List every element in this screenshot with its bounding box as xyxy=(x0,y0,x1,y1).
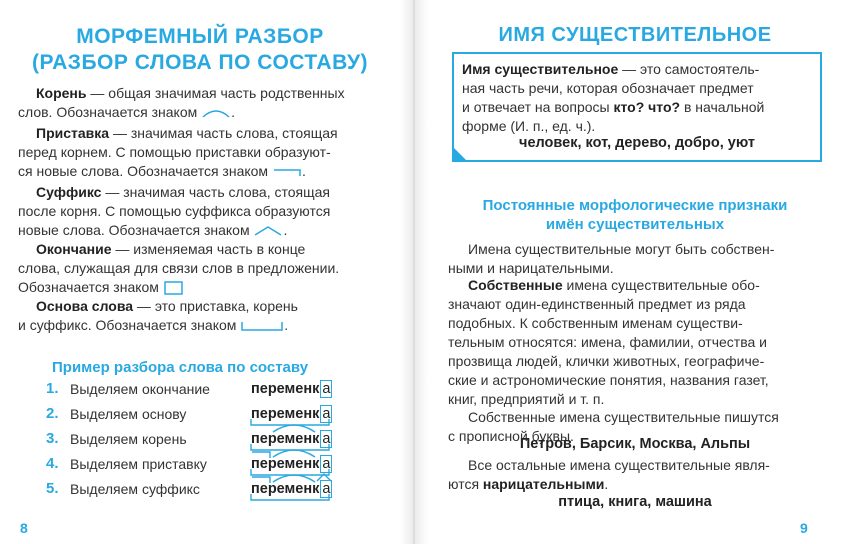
term-root: Корень — общая значимая часть родственных слов. Обозначается знаком . xyxy=(18,85,345,120)
paragraph-1: Имена существительные могут быть собствен- ными и нарицательными. xyxy=(448,241,775,276)
corner-fold-icon xyxy=(452,146,468,162)
definition-examples: человек, кот, дерево, добро, уют xyxy=(519,135,755,151)
root-mark-icon xyxy=(271,447,317,459)
prefix-mark-icon xyxy=(272,166,302,178)
paragraph-proper: Собственные имена существительные обо- значают один-единственный предмет из ряда подобных. К собственным именам существи- тельным относятся: имена, фамилии, отчества и прозвища людей, клички животных, географиче- ские и астрономические понятия, названия газет, книг, предприятий и т. п. xyxy=(448,277,769,407)
term-ending: Окончание — изменяемая часть в конце слова, служащая для связи слов в предложении. Обозначается знаком xyxy=(18,241,340,295)
prefix-mark-icon xyxy=(250,474,272,484)
paragraph-common: Все остальные имена существительные явля- ются нарицательными. xyxy=(448,457,770,492)
step-1: 1. Выделяем окончание переменк а xyxy=(46,378,386,400)
root-mark-icon xyxy=(271,422,317,434)
features-title-line2: имён существительных xyxy=(545,216,725,233)
word-example: переменк а xyxy=(251,456,331,472)
left-title-line1: МОРФЕМНЫЙ РАЗБОР xyxy=(76,25,324,48)
definition-box: Имя существительное — это самостоятель- ная часть речи, которая обозначает предмет и отвечает на вопросы кто? что? в начальной форме (И. п., ед. ч.). человек, кот, дерево, добро, уют xyxy=(452,52,822,162)
page-number-right: 9 xyxy=(800,520,808,536)
book-fold xyxy=(400,0,428,544)
step-5: 5. Выделяем суффикс переменк а xyxy=(46,478,386,500)
right-page xyxy=(428,0,842,544)
examples-common: птица, книга, машина xyxy=(558,494,712,510)
left-title-line2: (РАЗБОР СЛОВА ПО СОСТАВУ) xyxy=(31,51,369,74)
term-suffix: Суффикс — значимая часть слова, стоящая после корня. С помощью суффикса образуются новые слова. Обозначается знаком . xyxy=(18,184,331,238)
step-4: 4. Выделяем приставку переменк а xyxy=(46,453,386,475)
suffix-mark-icon xyxy=(253,225,283,237)
word-example: переменк а xyxy=(251,381,331,397)
stem-mark-icon xyxy=(249,492,333,502)
suffix-mark-icon xyxy=(316,472,332,482)
step-3: 3. Выделяем корень переменк а xyxy=(46,428,386,450)
left-page xyxy=(0,0,400,544)
prefix-mark-icon xyxy=(250,449,272,459)
root-mark-icon xyxy=(271,472,317,484)
ending-mark-icon xyxy=(163,280,185,296)
word-example: переменк а xyxy=(251,481,331,497)
right-title: ИМЯ СУЩЕСТВИТЕЛЬНОЕ xyxy=(498,24,772,46)
term-prefix: Приставка — значимая часть слова, стоящая перед корнем. С помощью приставки образуют- ся новые слова. Обозначается знаком . xyxy=(18,125,338,179)
step-2: 2. Выделяем основу переменк а xyxy=(46,403,386,425)
example-title: Пример разбора слова по составу xyxy=(52,359,309,376)
root-mark-icon xyxy=(201,107,231,119)
paragraph-capital: Собственные имена существительные пишутся с прописной буквы. xyxy=(448,409,779,444)
stem-mark-icon xyxy=(240,320,284,332)
features-title-line1: Постоянные морфологические признаки xyxy=(482,197,788,214)
term-stem: Основа слова — это приставка, корень и суффикс. Обозначается знаком . xyxy=(18,298,298,333)
page-number-left: 8 xyxy=(20,520,28,536)
word-example: переменк а xyxy=(251,431,331,447)
word-example: переменк а xyxy=(251,406,331,422)
examples-proper: Петров, Барсик, Москва, Альпы xyxy=(519,436,751,452)
